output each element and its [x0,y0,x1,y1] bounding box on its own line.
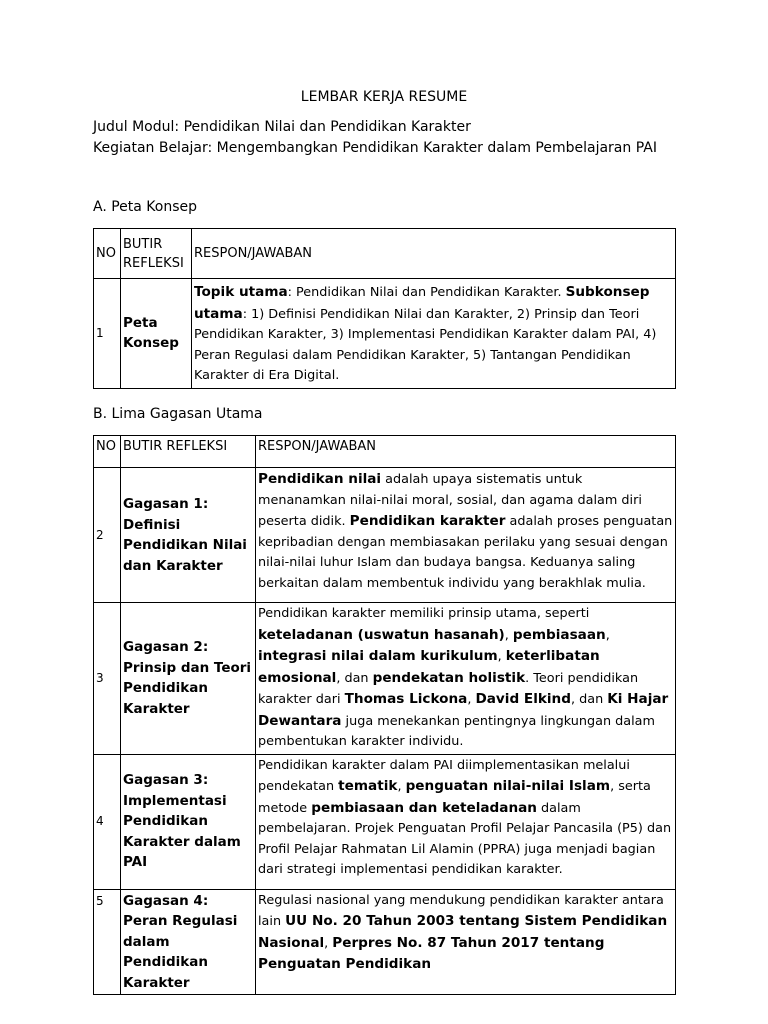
table-header-row [94,229,676,279]
kegiatan-belajar-label: Kegiatan Belajar [93,140,208,156]
respon-text: juga menekankan pentingnya lingkungan dalam pembentukan karakter individu. [258,713,655,749]
respon-text: . Teori pendidikan karakter dari [258,670,639,707]
respon-bold: pembiasaan dan keteladanan [311,799,537,816]
respon-bold: Pendidikan karakter [349,513,506,529]
respon-text: , [605,627,610,643]
respon-bold: Ki Hajar Dewantara [258,691,669,729]
judul-modul-value: : Pendidikan Nilai dan Pendidikan Karakter [174,119,471,135]
section-a-heading: A. Peta Konsep [93,199,198,215]
row-number: 2 [94,468,121,603]
header-respon-jawaban: RESPON/JAWABAN [256,436,676,468]
respon-bold: UU No. 20 Tahun 2003 tentang Sistem Pendidikan Nasional [258,913,668,951]
respon-text: dalam pembelajaran. Projek Penguatan Profil Pelajar Pancasila (P5) dan Profil Pelajar Rahmatan Lil Alamin (PPRA) juga menjadi bagian dari strategi implementasi pendidikan karakter. [258,800,672,877]
respon-text: Pendidikan karakter dalam PAI diimplementasikan melalui pendekatan [258,757,630,794]
judul-modul-line [93,117,471,137]
respon-text: adalah upaya sistematis untuk menanamkan nilai-nilai moral, sosial, dan agama dalam diri peserta didik. [258,472,642,529]
respon-bold: keteladanan (uswatun hasanah) [258,626,505,643]
respon-bold: David Elkind [475,691,571,707]
header-butir-refleksi: BUTIR REFLEKSI [121,436,256,468]
table-row [94,754,676,889]
row-butir: Gagasan 3: Implementasi Pendidikan Karakter dalam PAI [121,754,256,889]
respon-text: : Pendidikan Nilai dan Pendidikan Karakter. [287,285,566,300]
row-butir: Gagasan 4: Peran Regulasi dalam Pendidikan Karakter [121,889,256,995]
row-number: 5 [94,889,121,995]
section-b-heading: B. Lima Gagasan Utama [93,406,263,422]
row-butir: Gagasan 2: Prinsip dan Teori Pendidikan Karakter [121,603,256,755]
respon-text: , [397,779,406,794]
respon-text: , serta metode [258,779,651,816]
respon-text: , dan [336,670,373,686]
respon-text: : 1) Definisi Pendidikan Nilai dan Karakter, 2) Prinsip dan Teori Pendidikan Karakter, 3) Implementasi Pendidikan Karakter dalam PAI, 4) Peran Regulasi dalam Pendidikan Karakter, 5) Tantangan Pendidikan Karakter di Era Digital. [194,306,657,383]
respon-text: Pendidikan karakter memiliki prinsip utama, seperti [258,606,590,621]
respon-text: , [504,627,513,643]
table-row [94,603,676,755]
respon-text: adalah proses penguatan kepribadian dengan membiasakan perilaku yang sesuai dengan nilai-nilai luhur Islam dan budaya bangsa. Keduanya saling berkaitan dalam membentuk individu yang berakhlak mulia. [258,514,673,591]
header-respon-jawaban: RESPON/JAWABAN [192,229,676,279]
row-butir: Gagasan 1: Definisi Pendidikan Nilai dan Karakter [121,468,256,603]
respon-bold: tematik [338,778,398,794]
respon-bold: penguatan nilai-nilai Islam [405,778,611,794]
respon-bold: Perpres No. 87 Tahun 2017 tentang Penguatan Pendidikan [258,934,605,972]
row-respon [192,279,676,389]
respon-bold: Subkonsep utama [194,284,650,322]
row-respon [256,468,676,603]
respon-bold: pembiasaan [512,626,606,643]
respon-text: , [497,649,506,664]
respon-text: , [324,935,333,951]
respon-bold: Topik utama [194,284,288,300]
header-butir-refleksi: BUTIR REFLEKSI [121,229,192,279]
row-butir: Peta Konsep [121,279,192,389]
lima-gagasan-table [93,435,676,995]
header-no: NO [94,436,121,468]
respon-text: , [467,692,476,707]
header-no: NO [94,229,121,279]
respon-text: , dan [570,692,608,707]
table-row [94,889,676,995]
kegiatan-belajar-value: : Mengembangkan Pendidikan Karakter dalam Pembelajaran PAI [207,140,657,156]
respon-bold: integrasi nilai dalam kurikulum [258,648,498,664]
row-respon [256,754,676,889]
respon-bold: Thomas Lickona [344,691,468,707]
table-row [94,279,676,389]
document-title: LEMBAR KERJA RESUME [300,89,468,105]
judul-modul-label: Judul Modul [93,119,175,135]
row-respon [256,603,676,755]
row-respon [256,889,676,995]
table-header-row [94,436,676,468]
respon-bold: Pendidikan nilai [258,471,382,487]
respon-bold: keterlibatan emosional [258,648,600,686]
row-number: 3 [94,603,121,755]
respon-bold: pendekatan holistik [372,669,526,686]
kegiatan-belajar-line [93,138,657,158]
row-number: 4 [94,754,121,889]
table-row [94,468,676,603]
respon-text: Regulasi nasional yang mendukung pendidikan karakter antara lain [258,892,664,929]
row-number: 1 [94,279,121,389]
peta-konsep-table [93,228,676,389]
